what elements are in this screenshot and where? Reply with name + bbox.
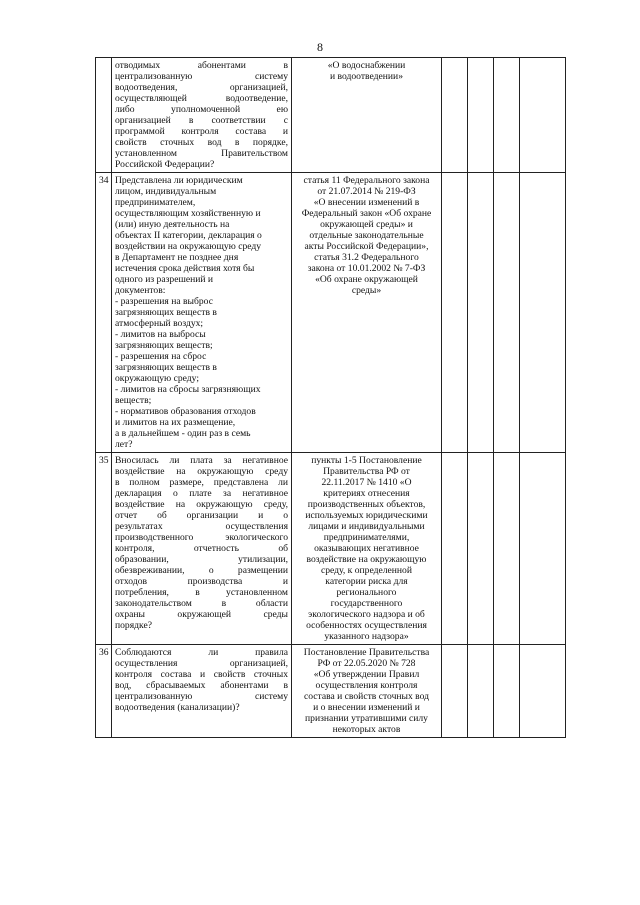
question-line: загрязняющих веществ; (115, 340, 213, 351)
legal-reference-line: указанного надзора» (324, 631, 409, 642)
legal-reference-line: Постановление Правительства (303, 647, 430, 658)
legal-reference-line: осуществления контроля (315, 680, 418, 691)
question-line: воздействии на окружающую среду (115, 241, 262, 252)
legal-reference-line: отдельные законодательные (309, 230, 424, 241)
question-line: отходов производства и (115, 576, 288, 587)
row-number: 36 (96, 645, 112, 738)
question-line: декларация о плате за негативное (115, 488, 288, 499)
answer-na-cell (494, 173, 520, 453)
legal-reference-line: регионального (336, 587, 397, 598)
legal-reference-line: среду, к определенной (320, 565, 412, 576)
legal-reference-line: оказывающих негативное (314, 543, 419, 554)
notes-cell (520, 645, 566, 738)
question-line: централизованную систему (115, 691, 288, 702)
question-line: осуществления организацией, (115, 658, 288, 669)
legal-reference-line: предпринимателями, (323, 532, 410, 543)
legal-reference-cell (292, 645, 442, 738)
row-number: 35 (96, 453, 112, 645)
table-row (96, 58, 566, 173)
table-row (96, 173, 566, 453)
answer-na-cell (494, 453, 520, 645)
question-line: загрязняющих веществ в (115, 307, 217, 318)
question-line: атмосферный воздух; (115, 318, 204, 329)
question-line: лет? (115, 439, 133, 450)
question-line: а в дальнейшем - один раз в семь (115, 428, 251, 439)
question-line: - лимитов на выбросы (115, 329, 206, 340)
question-cell (112, 58, 292, 173)
legal-reference-line: особенностях осуществления (306, 620, 427, 631)
question-line: отводимых абонентами в (115, 60, 288, 71)
question-line: одного из разрешений и (115, 274, 214, 285)
legal-reference-line: используемых юридическими (305, 510, 428, 521)
question-line: Соблюдаются ли правила (115, 647, 288, 658)
question-cell (112, 453, 292, 645)
question-line: обезвреживании, о размещении (115, 565, 288, 576)
legal-reference-line: экологического надзора и об (308, 609, 425, 620)
question-line: результатах осуществления (115, 521, 288, 532)
question-line: и лимитов на их размещение, (115, 417, 236, 428)
question-line: потребления, в установленном (115, 587, 288, 598)
legal-reference-line: окружающей среды» и (320, 219, 413, 230)
question-line: установленном Правительством (115, 148, 288, 159)
question-line: свойств сточных вод в порядке, (115, 137, 288, 148)
legal-reference-line: «Об охране окружающей (315, 274, 418, 285)
question-cell (112, 645, 292, 738)
question-line: веществ; (115, 395, 152, 406)
legal-reference-line: воздействие на окружающую (306, 554, 427, 565)
question-line: образовании, утилизации, (115, 554, 288, 565)
question-line: контроля состава и свойств сточных (115, 669, 288, 680)
legal-reference-line: и о внесении изменений и (313, 702, 420, 713)
question-line: производственного экологического (115, 532, 288, 543)
question-line: в полном размере, представлена ли (115, 477, 288, 488)
legal-reference-line: производственных объектов, (307, 499, 426, 510)
question-line: отчет об организации и о (115, 510, 288, 521)
legal-reference-line: статья 11 Федерального закона (303, 175, 430, 186)
legal-reference-line: признании утратившими силу (305, 713, 428, 724)
question-line: предпринимателем, (115, 197, 196, 208)
legal-reference-line: среды» (351, 285, 382, 296)
answer-no-cell (468, 453, 494, 645)
question-line: водоотведения (канализации)? (115, 702, 240, 713)
question-line: законодательством в области (115, 598, 288, 609)
answer-na-cell (494, 58, 520, 173)
notes-cell (520, 58, 566, 173)
legal-reference-line: от 21.07.2014 № 219-ФЗ (317, 186, 416, 197)
question-line: воздействие на окружающую среду, (115, 499, 288, 510)
legal-reference-line: и водоотведении» (329, 71, 403, 82)
row-number: 34 (96, 173, 112, 453)
question-line: осуществляющим хозяйственную и (115, 208, 261, 219)
legal-reference-line: РФ от 22.05.2020 № 728 (317, 658, 416, 669)
question-line: - разрешения на сброс (115, 351, 207, 362)
question-line: вод, сбрасываемых абонентами в (115, 680, 288, 691)
legal-reference-line: состава и свойств сточных вод (303, 691, 430, 702)
legal-reference-cell (292, 453, 442, 645)
answer-no-cell (468, 173, 494, 453)
checklist-body (96, 58, 566, 738)
row-number (96, 58, 112, 173)
question-line: осуществляющей водоотведение, (115, 93, 288, 104)
question-line: водоотведения, организацией, (115, 82, 288, 93)
legal-reference-line: статья 31.2 Федерального (314, 252, 419, 263)
legal-reference-line: «О водоснабжении (327, 60, 406, 71)
answer-no-cell (468, 645, 494, 738)
question-line: загрязняющих веществ в (115, 362, 217, 373)
answer-yes-cell (442, 645, 468, 738)
question-line: охраны окружающей среды (115, 609, 288, 620)
legal-reference-line: критериях отнесения (323, 488, 410, 499)
answer-yes-cell (442, 173, 468, 453)
legal-reference-line: «Об утверждении Правил (313, 669, 420, 680)
question-line: документов: (115, 285, 166, 296)
answer-na-cell (494, 645, 520, 738)
legal-reference-line: пункты 1-5 Постановление (311, 455, 422, 466)
legal-reference-cell (292, 58, 442, 173)
legal-reference-line: государственного (330, 598, 403, 609)
question-cell (112, 173, 292, 453)
question-line: порядке? (115, 620, 152, 631)
question-line: Российской Федерации? (115, 159, 215, 170)
page-number: 8 (317, 40, 323, 54)
legal-reference-line: 22.11.2017 № 1410 «О (321, 477, 412, 488)
question-line: Представлена ли юридическим (115, 175, 243, 186)
question-line: Вносилась ли плата за негативное (115, 455, 288, 466)
question-line: воздействие на окружающую среду (115, 466, 288, 477)
legal-reference-line: закона от 10.01.2002 № 7-ФЗ (307, 263, 426, 274)
question-line: лицом, индивидуальным (115, 186, 217, 197)
question-line: - лимитов на сбросы загрязняющих (115, 384, 261, 395)
question-line: окружающую среду; (115, 373, 200, 384)
table-row (96, 453, 566, 645)
question-line: программой контроля состава и (115, 126, 288, 137)
question-line: - нормативов образования отходов (115, 406, 256, 417)
legal-reference-line: категории риска для (325, 576, 408, 587)
legal-reference-line: лицами и индивидуальными (308, 521, 425, 532)
question-line: (или) иную деятельность на (115, 219, 230, 230)
legal-reference-line: некоторых актов (332, 724, 401, 735)
notes-cell (520, 173, 566, 453)
legal-reference-line: Федеральный закон «Об охране (301, 208, 432, 219)
question-line: в Департамент не позднее дня (115, 252, 239, 263)
legal-reference-cell (292, 173, 442, 453)
legal-reference-line: Правительства РФ от (323, 466, 410, 477)
answer-no-cell (468, 58, 494, 173)
checklist-table (95, 57, 566, 738)
answer-yes-cell (442, 58, 468, 173)
legal-reference-line: «О внесении изменений в (313, 197, 420, 208)
question-line: контроля, отчетность об (115, 543, 288, 554)
question-line: либо уполномоченной ею (115, 104, 288, 115)
question-line: централизованную систему (115, 71, 288, 82)
question-line: - разрешения на выброс (115, 296, 213, 307)
legal-reference-line: акты Российской Федерации», (304, 241, 429, 252)
question-line: объектах II категории, декларация о (115, 230, 262, 241)
question-line: организацией в соответствии с (115, 115, 288, 126)
question-line: истечения срока действия хотя бы (115, 263, 255, 274)
table-row (96, 645, 566, 738)
answer-yes-cell (442, 453, 468, 645)
notes-cell (520, 453, 566, 645)
